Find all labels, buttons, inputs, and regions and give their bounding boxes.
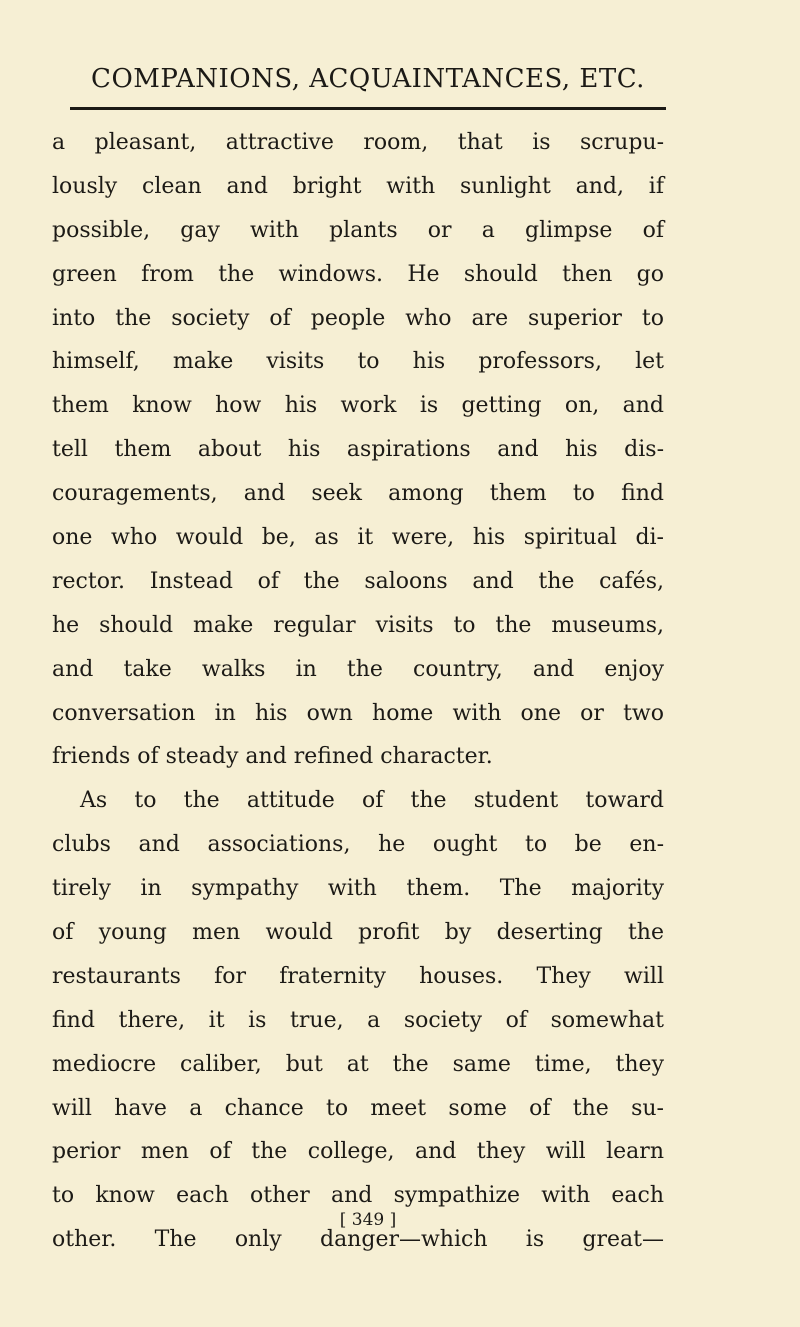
running-head: COMPANIONS, ACQUAINTANCES, ETC. [91, 64, 645, 94]
text-line: conversation in his own home with one or two [52, 700, 664, 726]
text-line: restaurants for fraternity houses. They will [52, 963, 664, 989]
text-line: green from the windows. He should then go [52, 261, 664, 287]
text-line: and take walks in the country, and enjoy [52, 656, 664, 682]
text-line: clubs and associations, he ought to be en- [52, 832, 664, 858]
header-rule [70, 107, 666, 110]
text-line: a pleasant, attractive room, that is scrupu- [52, 130, 664, 155]
text-line: rector. Instead of the saloons and the cafés, [52, 568, 664, 594]
text-line: to know each other and sympathize with each [52, 1183, 664, 1209]
text-line: himself, make visits to his professors, let [52, 349, 664, 375]
paragraph-start-line: As to the attitude of the student toward [80, 788, 664, 814]
body-text [52, 121, 664, 1262]
paragraph-end-line: friends of steady and refined character. [52, 744, 493, 770]
text-line: tell them about his aspirations and his dis- [52, 437, 664, 463]
page-number: [ 349 ] [339, 1210, 397, 1230]
text-line: perior men of the college, and they will learn [52, 1139, 664, 1165]
text-line: of young men would profit by deserting the [52, 920, 664, 946]
text-line: find there, it is true, a society of somewhat [52, 1007, 664, 1033]
text-line: mediocre caliber, but at the same time, they [52, 1051, 664, 1077]
text-line: into the society of people who are superior to [52, 305, 664, 331]
text-line: couragements, and seek among them to find [52, 481, 664, 507]
text-line: them know how his work is getting on, and [52, 393, 664, 419]
text-line: lously clean and bright with sunlight and, if [52, 173, 664, 199]
text-line: will have a chance to meet some of the su- [52, 1095, 664, 1121]
text-line: one who would be, as it were, his spiritual di- [52, 525, 664, 551]
text-line: he should make regular visits to the museums, [52, 612, 664, 638]
text-line: other. The only danger—which is great— [52, 1227, 664, 1253]
text-line: possible, gay with plants or a glimpse of [52, 217, 664, 243]
text-line: tirely in sympathy with them. The majority [52, 876, 664, 902]
